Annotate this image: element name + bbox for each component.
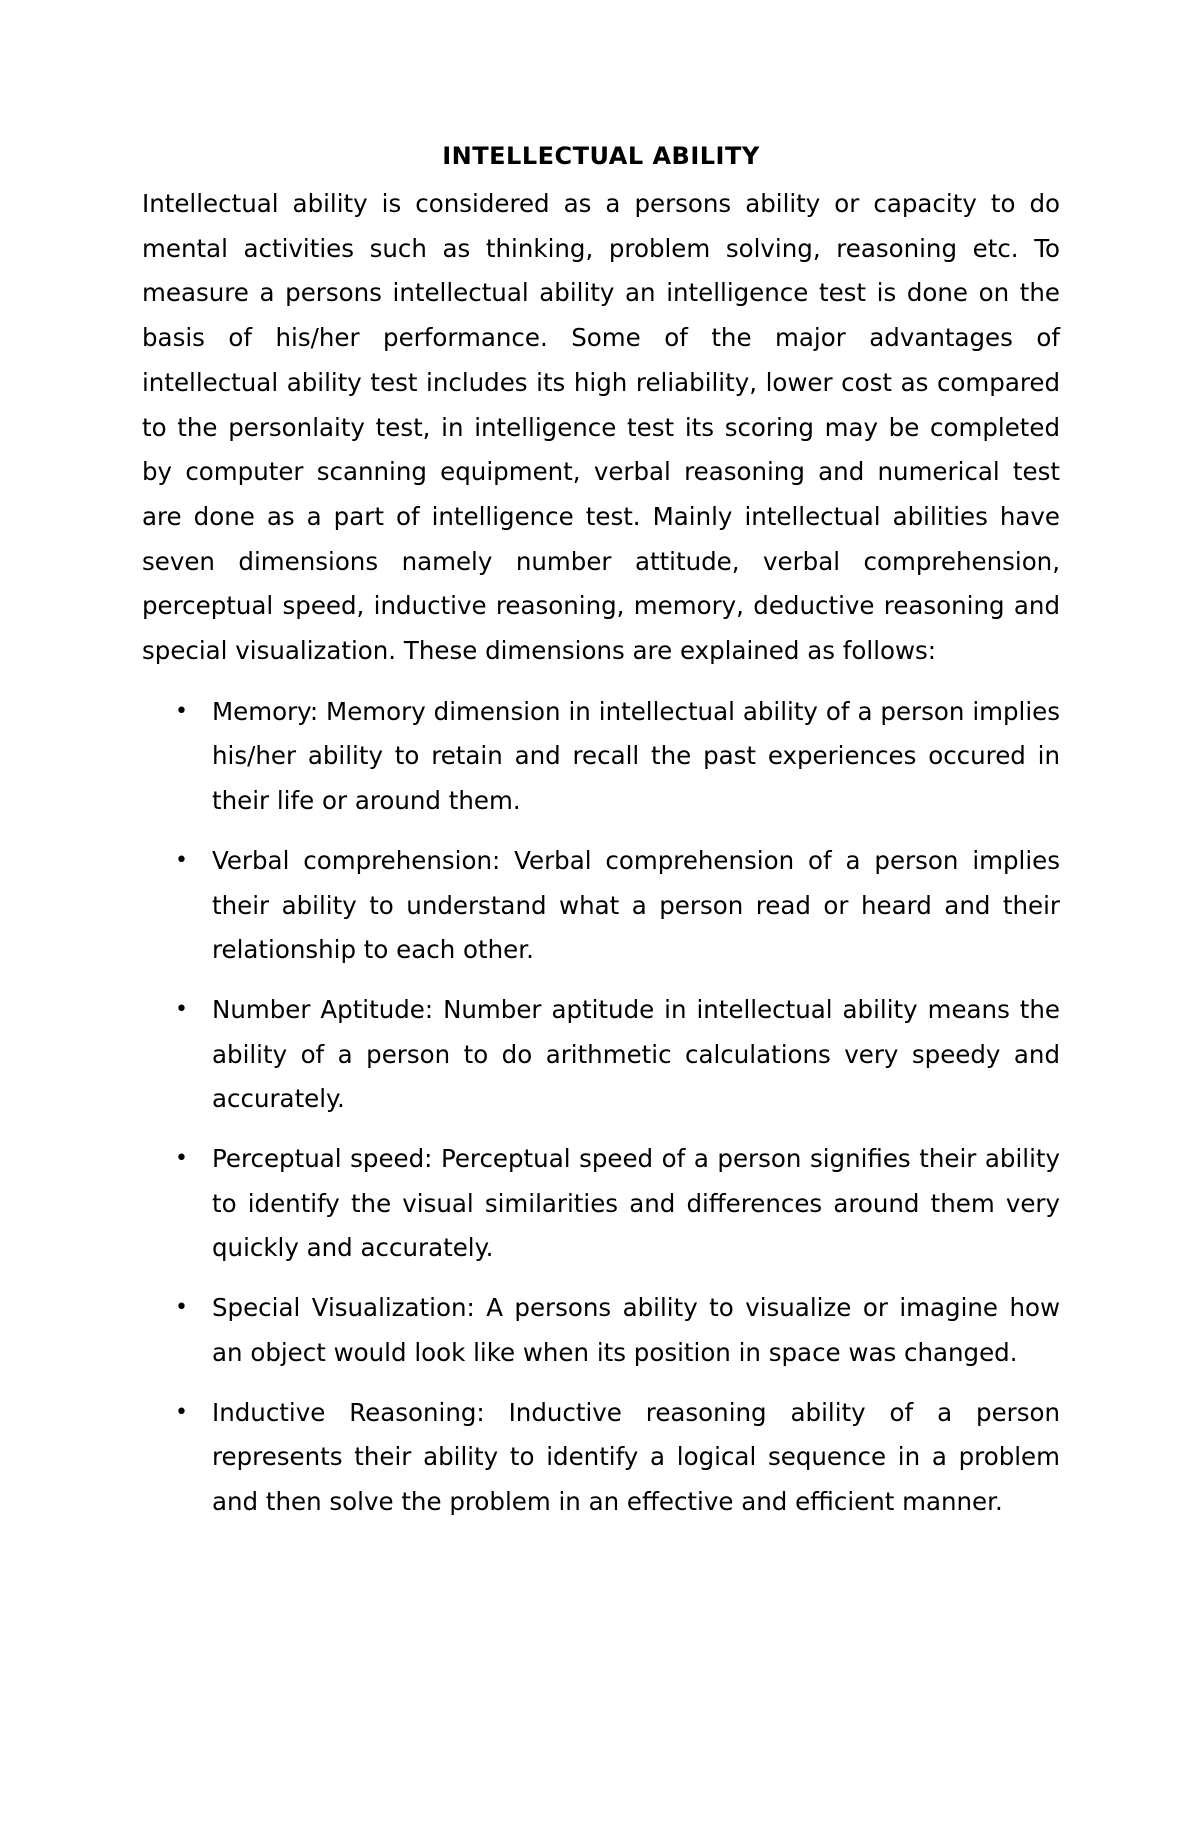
dimensions-list: [142, 690, 1060, 1525]
list-item-text: Perceptual speed: Perceptual speed of a person signifies their ability to identify the visual similarities and differences around them very quickly and accurately.: [212, 1144, 1060, 1263]
document-title: INTELLECTUAL ABILITY: [442, 142, 760, 170]
bullet-icon: •: [175, 847, 188, 873]
bullet-icon: •: [175, 1146, 188, 1172]
document-page: [142, 138, 1060, 1540]
bullet-icon: •: [175, 698, 188, 724]
bullet-icon: •: [175, 1399, 188, 1425]
intro-paragraph: Intellectual ability is considered as a persons ability or capacity to do mental activities such as thinking, problem solving, reasoning etc. To measure a persons intellectual ability an intelligence test is done on the basis of his/her performance. Some of the major advantages of intellectual ability test includes its high reliability, lower cost as compared to the personlaity test, in intelligence test its scoring may be completed by computer scanning equipment, verbal reasoning and numerical test are done as a part of intelligence test. Mainly intellectual abilities have seven dimensions namely number attitude, verbal comprehension, perceptual speed, inductive reasoning, memory, deductive reasoning and special visualization. These dimensions are explained as follows:: [142, 189, 1060, 666]
list-item-text: Memory: Memory dimension in intellectual ability of a person implies his/her ability to retain and recall the past experiences occured in their life or around them.: [212, 696, 1060, 816]
list-item-perceptual-speed: [142, 1137, 1060, 1271]
list-item-inductive-reasoning: [142, 1391, 1060, 1525]
bullet-icon: •: [175, 996, 188, 1022]
list-item-text: Number Aptitude: Number aptitude in intellectual ability means the ability of a person to do arithmetic calculations very speedy and accurately.: [212, 994, 1060, 1114]
list-item-text: Special Visualization: A persons ability to visualize or imagine how an object would look like when its position in space was changed.: [212, 1293, 1060, 1367]
list-item-special-visualization: [142, 1286, 1060, 1375]
list-item-text: Verbal comprehension: Verbal comprehension of a person implies their ability to understand what a person read or heard and their relationship to each other.: [212, 845, 1060, 965]
bullet-icon: •: [175, 1295, 188, 1321]
list-item-number-aptitude: [142, 988, 1060, 1122]
list-item-text: Inductive Reasoning: Inductive reasoning ability of a person represents their ability to identify a logical sequence in a problem and then solve the problem in an effective and efficient manner.: [212, 1397, 1060, 1516]
list-item-verbal-comprehension: [142, 839, 1060, 973]
list-item-memory: [142, 690, 1060, 824]
